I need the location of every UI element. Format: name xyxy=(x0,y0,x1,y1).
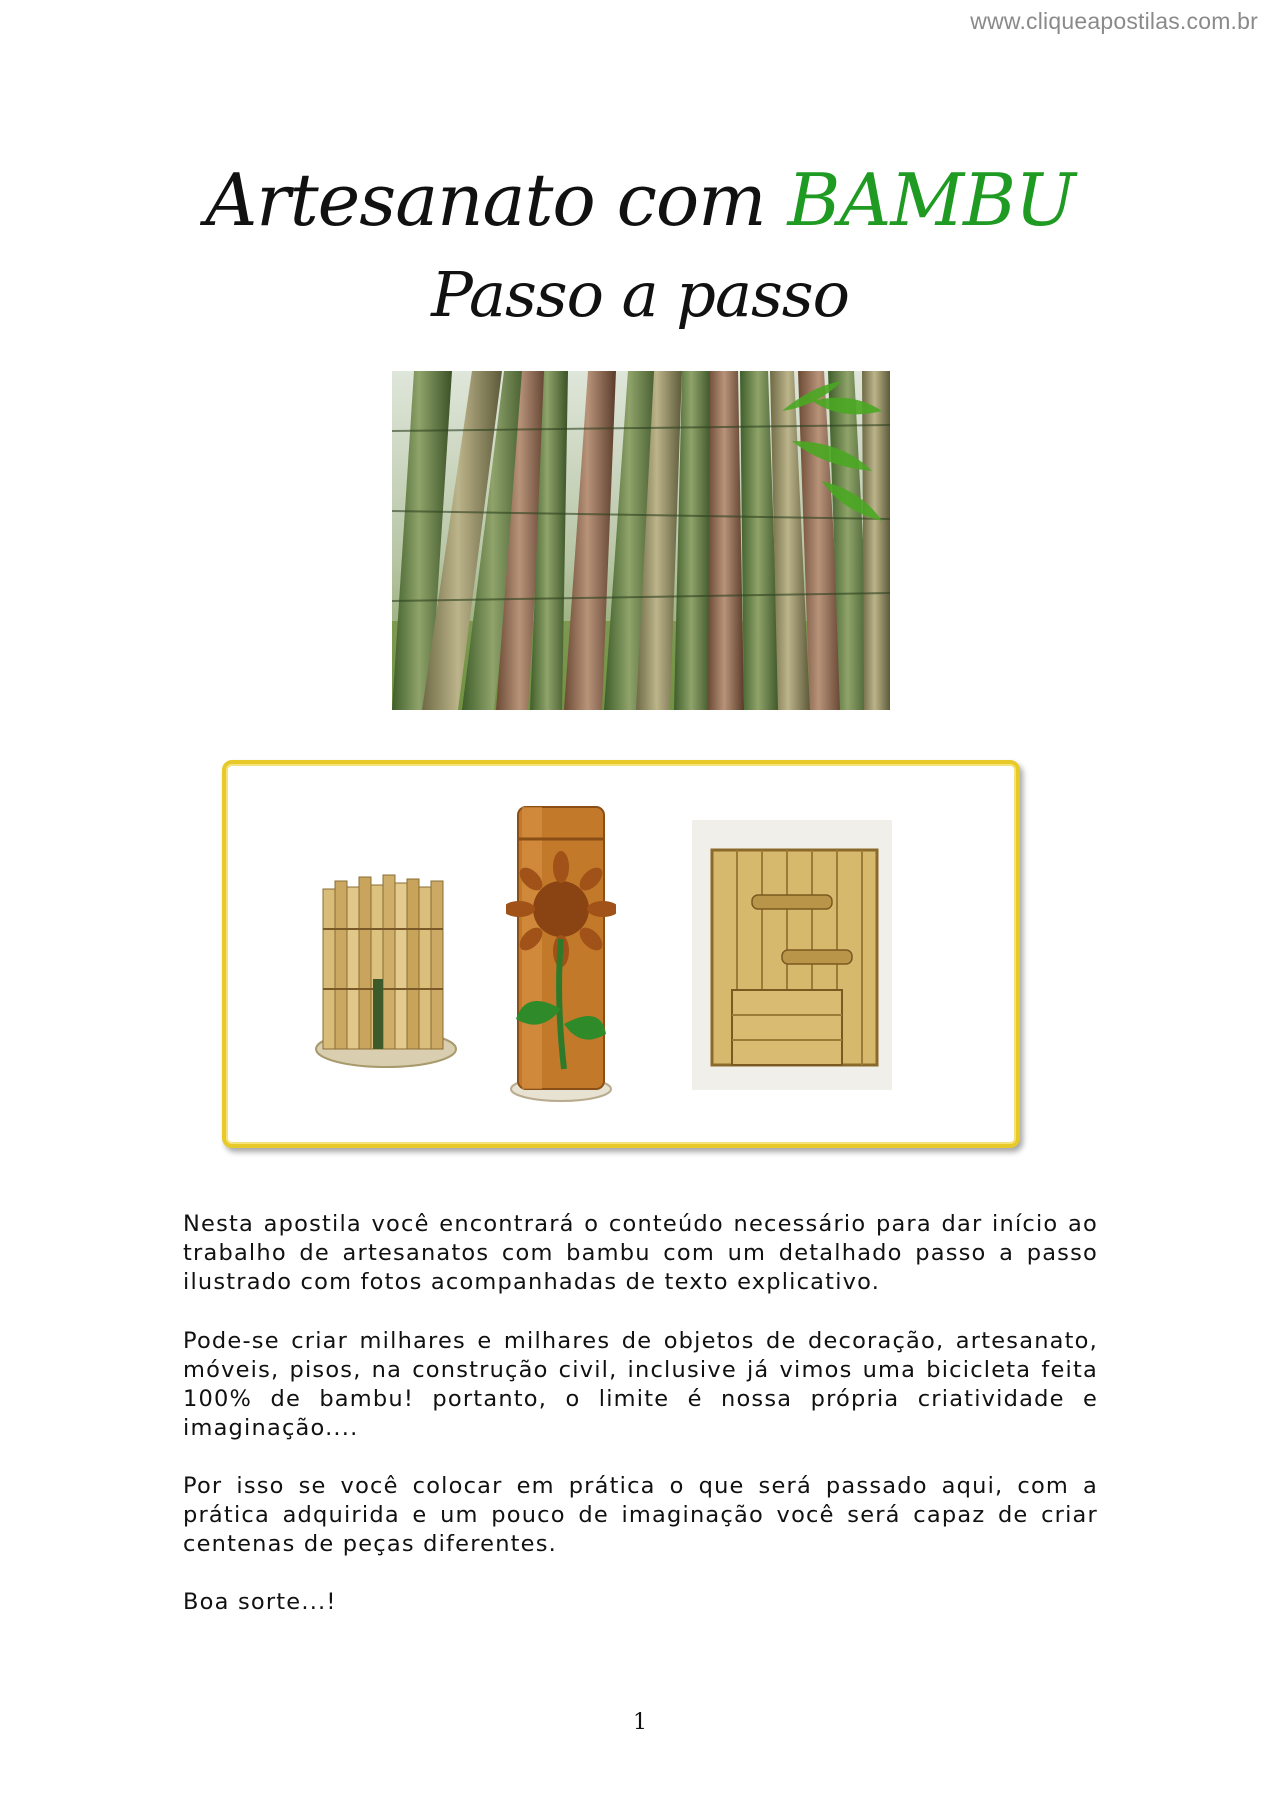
title-prefix: Artesanato com xyxy=(205,158,788,242)
page-subtitle: Passo a passo xyxy=(431,258,849,331)
bamboo-basket-image xyxy=(311,859,461,1079)
page-number: 1 xyxy=(633,1710,647,1735)
bamboo-forest-photo xyxy=(392,371,890,710)
good-luck-paragraph: Boa sorte...! xyxy=(183,1589,337,1615)
title-accent: BAMBU xyxy=(787,158,1075,242)
carved-bamboo-vase-image xyxy=(506,799,616,1109)
page-title xyxy=(0,158,1280,242)
site-url[interactable]: www.cliqueapostilas.com.br xyxy=(970,8,1258,34)
uses-paragraph: Pode-se criar milhares e milhares de objetos de decoração, artesanato, móveis, pisos, na construção civil, inclusive já vimos uma bicicleta feita 100% de bambu! portanto, o limite é nossa própria criatividade e imaginação.... xyxy=(183,1328,1098,1441)
bamboo-forest-illustration xyxy=(392,371,890,710)
craft-products-panel xyxy=(222,760,1020,1148)
intro-paragraph: Nesta apostila você encontrará o conteúdo necessário para dar início ao trabalho de artesanatos com bambu com um detalhado passo a passo ilustrado com fotos acompanhadas de texto explicativo. xyxy=(183,1211,1098,1295)
practice-paragraph: Por isso se você colocar em prática o que será passado aqui, com a prática adquirida e um pouco de imaginação você será capaz de criar centenas de peças diferentes. xyxy=(183,1473,1098,1557)
bamboo-fountain-image xyxy=(692,820,892,1090)
